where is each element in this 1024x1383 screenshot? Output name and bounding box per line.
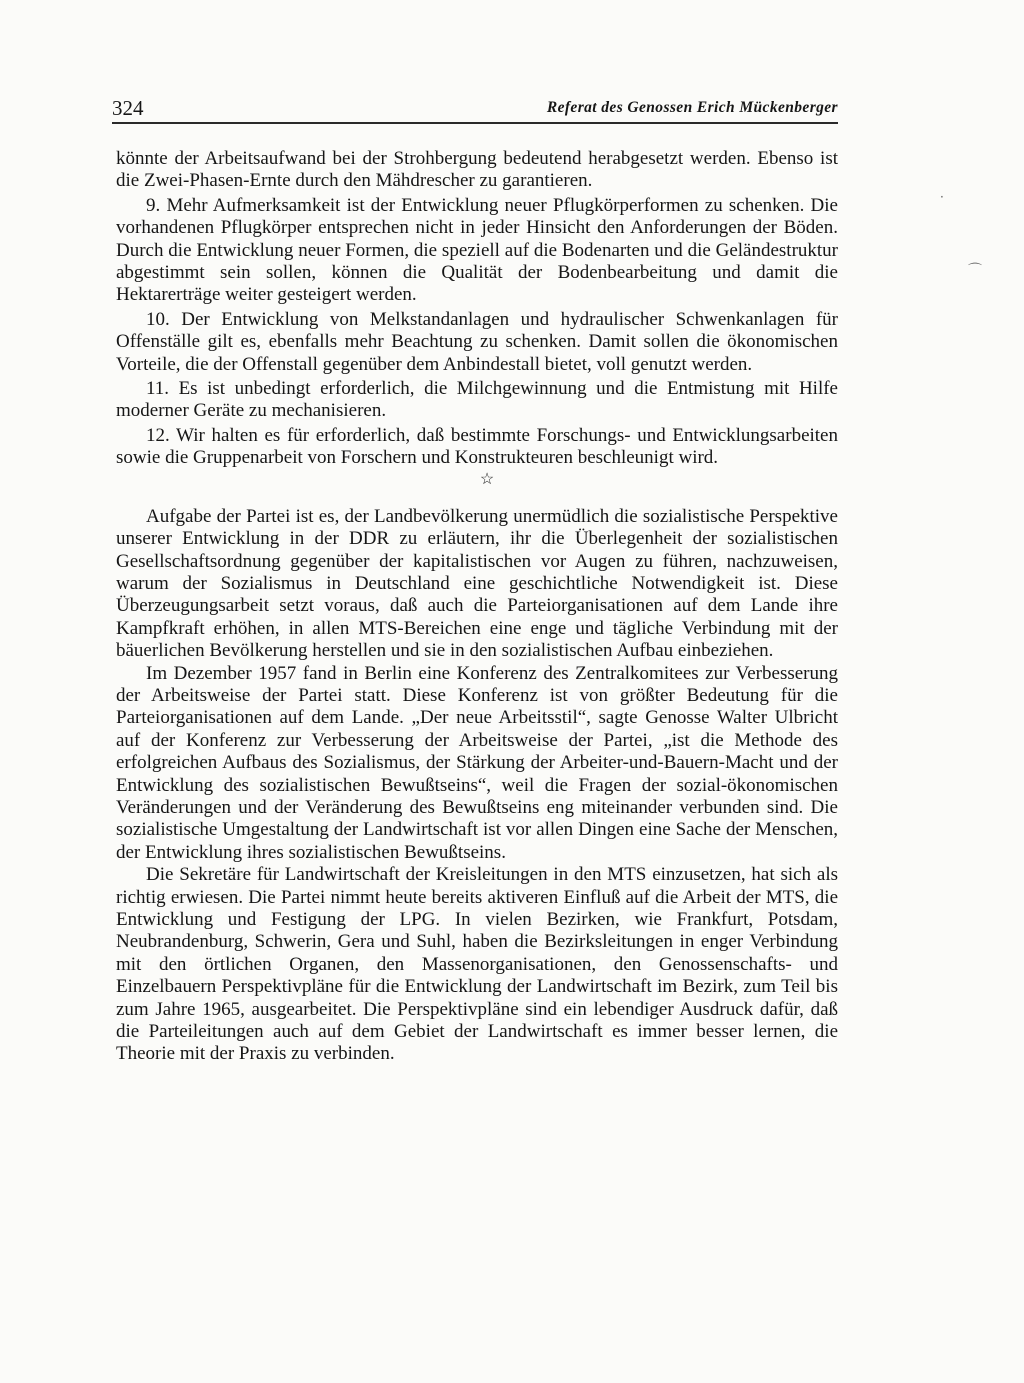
paragraph-continuation: könnte der Arbeitsaufwand bei der Strohbergung bedeutend herabgesetzt werden. Ebenso ist die Zwei-Phasen-Ernte durch den Mähdrescher zu garantieren.: [116, 148, 838, 192]
paragraph-item-12: 12. Wir halten es für erforderlich, daß bestimmte Forschungs- und Entwicklungsarbeiten sowie die Gruppenarbeit von Forschern und Konstrukteuren beschleunigt wird.: [116, 424, 838, 469]
paragraph-secretaries: Die Sekretäre für Landwirtschaft der Kreisleitungen in den MTS einzusetzen, hat sich als richtig erwiesen. Die Partei nimmt heute bereits aktiveren Einfluß auf die Arbeit der MTS, die Entwicklung und Festigung der LPG. In vielen Bezirken, wie Frankfurt, Potsdam, Neubrandenburg, Schwerin, Gera und Suhl, haben die Bezirksleitungen in enger Verbindung mit den örtlichen Organen, den Massenorganisationen, den Genossenschafts- und Einzelbauern Perspektivpläne für die Entwicklung der Landwirtschaft im Bezirk, zum Teil bis zum Jahre 1965, ausgearbeitet. Die Perspektivpläne sind ein lebendiger Ausdruck dafür, daß die Parteileitungen auch auf dem Gebiet der Landwirtschaft es immer besser lernen, die Theorie mit der Praxis zu verbinden.: [116, 864, 838, 1065]
body-text: [116, 148, 838, 1066]
margin-mark-icon: ·: [940, 190, 944, 204]
paragraph-party-task: Aufgabe der Partei ist es, der Landbevölkerung unermüdlich die sozialistische Perspektive unserer Entwicklung in der DDR zu erläutern, ihr die Überlegenheit der sozialistischen Gesellschaftsordnung gegenüber der kapitalistischen vor Augen zu führen, nachzuweisen, warum der Sozialismus in Deutschland eine geschichtliche Notwendigkeit ist. Diese Überzeugungsarbeit setzt voraus, daß auch die Parteiorganisationen auf dem Lande ihre Kampfkraft erhöhen, in allen MTS-Bereichen eine enge und tägliche Verbindung mit der bäuerlichen Bevölkerung herstellen und sie in den sozialistischen Aufbau einbeziehen.: [116, 505, 838, 662]
paragraph-item-9: 9. Mehr Aufmerksamkeit ist der Entwicklung neuer Pflugkörperformen zu schenken. Die vorhandenen Pflugkörper entsprechen nicht in jeder Hinsicht den Anforderungen der Böden. Durch die Entwicklung neuer Formen, die speziell auf die Bodenarten und die Geländestruktur abgestimmt sein sollen, können die Qualität der Bodenbearbeitung und damit die Hektarerträge weiter gesteigert werden.: [116, 194, 838, 306]
running-head: Referat des Genossen Erich Mückenberger: [546, 99, 838, 116]
paragraph-conference: Im Dezember 1957 fand in Berlin eine Konferenz des Zentralkomitees zur Verbesserung der Arbeitsweise der Partei statt. Diese Konferenz ist von größter Bedeutung für die Parteiorganisationen auf dem Lande. „Der neue Arbeitsstil“, sagte Genosse Walter Ulbricht auf der Konferenz zur Verbesserung der Arbeitsweise der Partei, „ist die Methode des erfolgreichen Aufbaus des Sozialismus, der Stärkung der Arbeiter-und-Bauern-Macht und der Entwicklung des sozialistischen Bewußtseins“, weil die Fragen der sozial-ökonomischen Veränderungen und der Veränderung des Bewußtseins eng miteinander verbunden sind. Die sozialistische Umgestaltung der Landwirtschaft ist vor allen Dingen eine Sache der Menschen, der Entwicklung ihres sozialistischen Bewußtseins.: [116, 662, 838, 863]
margin-mark-icon: ⌒: [968, 263, 982, 279]
paragraph-item-10: 10. Der Entwicklung von Melkstandanlagen und hydraulischer Schwenkanlagen für Offenställe gilt es, ebenfalls mehr Beachtung zu schenken. Damit sollen die ökonomischen Vorteile, die der Offenstall gegenüber dem Anbindestall bietet, voll genutzt werden.: [116, 308, 838, 375]
section-separator-star-icon: ☆: [479, 470, 495, 488]
paragraph-item-11: 11. Es ist unbedingt erforderlich, die Milchgewinnung und die Entmistung mit Hilfe moderner Geräte zu mechanisieren.: [116, 378, 838, 422]
page-header: [112, 96, 838, 124]
page-number: 324: [112, 96, 144, 120]
